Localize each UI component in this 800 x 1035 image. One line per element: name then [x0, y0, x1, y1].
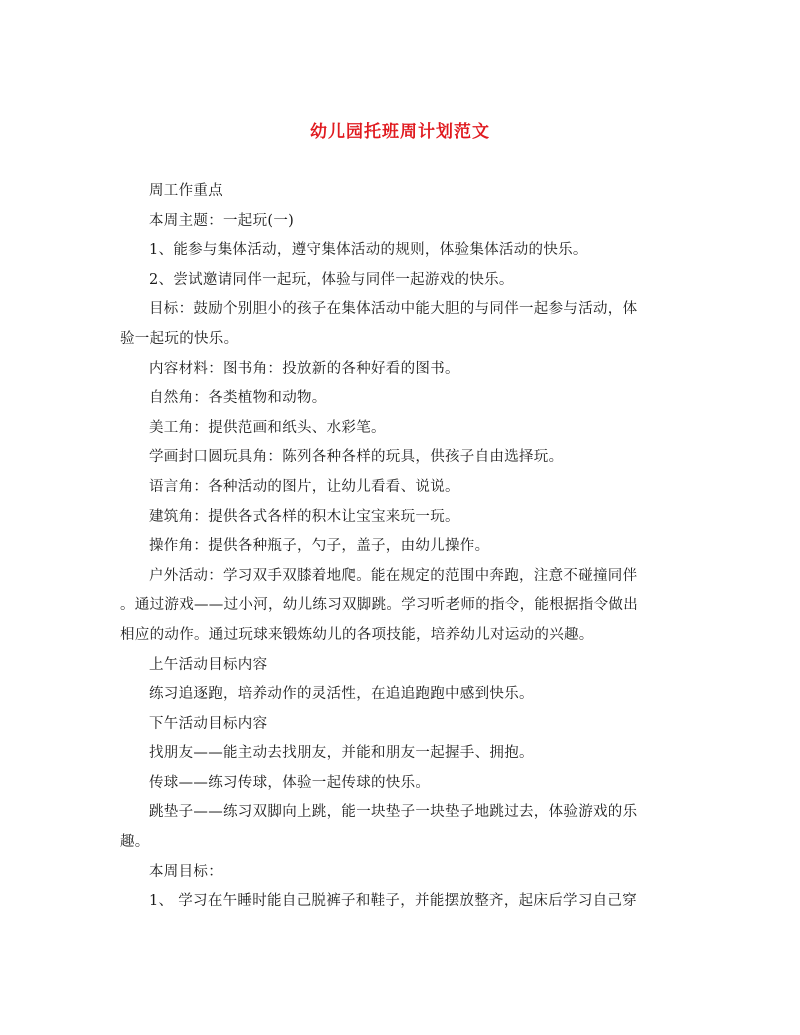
paragraph-line: 趣。 [120, 834, 150, 851]
paragraph-line: 1、能参与集体活动，遵守集体活动的规则，体验集体活动的快乐。 [149, 242, 588, 259]
paragraph-line: 操作角：提供各种瓶子，勺子，盖子，由幼儿操作。 [149, 538, 490, 555]
paragraph-line: 上午活动目标内容 [149, 656, 268, 673]
paragraph-line: 找朋友——能主动去找朋友，并能和朋友一起握手、拥抱。 [149, 745, 534, 762]
paragraph-line: 本周主题：一起玩(一) [149, 212, 295, 229]
paragraph-line: 1、 学习在午睡时能自己脱裤子和鞋子，并能摆放整齐，起床后学习自己穿 [149, 893, 638, 910]
paragraph-line: 2、尝试邀请同伴一起玩，体验与同伴一起游戏的快乐。 [149, 271, 514, 288]
paragraph-line: 自然角：各类植物和动物。 [149, 390, 327, 407]
paragraph-line: 下午活动目标内容 [149, 715, 268, 732]
paragraph-line: 验一起玩的快乐。 [120, 330, 239, 347]
document-body [120, 177, 674, 917]
paragraph-line: 目标：鼓励个别胆小的孩子在集体活动中能大胆的与同伴一起参与活动，体 [149, 301, 638, 318]
paragraph-line: 户外活动：学习双手双膝着地爬。能在规定的范围中奔跑，注意不碰撞同伴 [149, 567, 638, 584]
paragraph-line: 本周目标： [149, 863, 223, 880]
paragraph-line: 学画封口圆玩具角：陈列各种各样的玩具，供孩子自由选择玩。 [149, 449, 564, 466]
paragraph-line: 美工角：提供范画和纸头、水彩笔。 [149, 419, 386, 436]
paragraph-line: 周工作重点 [149, 183, 223, 199]
paragraph-line: 跳垫子——练习双脚向上跳，能一块垫子一块垫子地跳过去，体验游戏的乐 [149, 804, 638, 821]
paragraph-line: 相应的动作。通过玩球来锻炼幼儿的各项技能，培养幼儿对运动的兴趣。 [120, 626, 594, 643]
paragraph-line: 语言角：各种活动的图片，让幼儿看看、说说。 [149, 478, 460, 495]
paragraph-line: 传球——练习传球，体验一起传球的快乐。 [149, 774, 431, 791]
paragraph-line: 。通过游戏——过小河，幼儿练习双脚跳。学习听老师的指令，能根据指令做出 [120, 597, 638, 614]
paragraph-line: 练习追逐跑，培养动作的灵活性，在追追跑跑中感到快乐。 [149, 686, 534, 703]
document-title: 幼儿园托班周计划范文 [310, 122, 490, 142]
paragraph-line: 建筑角：提供各式各样的积木让宝宝来玩一玩。 [149, 508, 460, 525]
paragraph-line: 内容材料：图书角：投放新的各种好看的图书。 [149, 360, 460, 377]
